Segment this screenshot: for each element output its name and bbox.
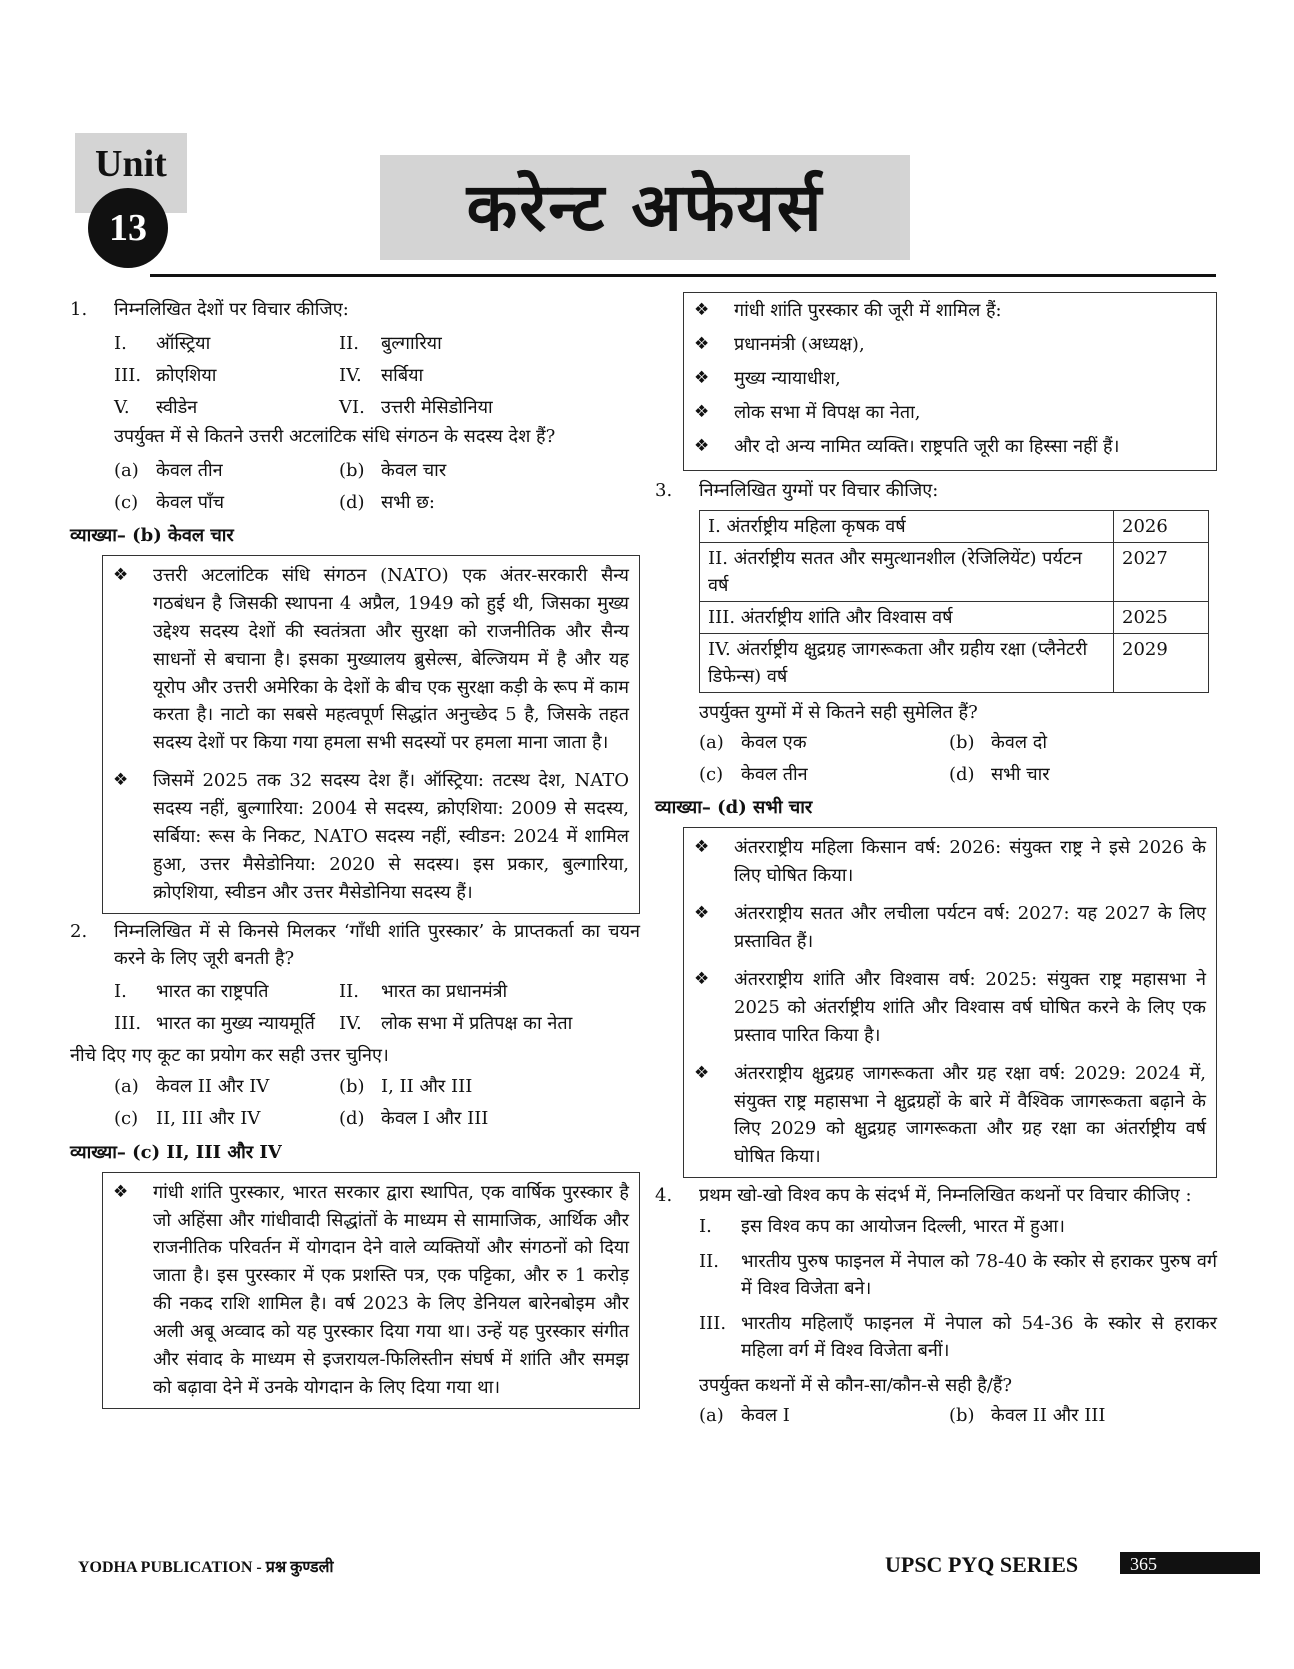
option-row: [114, 1103, 640, 1135]
option-text: केवल I और III: [381, 1108, 489, 1130]
explanation-box: [102, 1172, 640, 1409]
option-text: केवल एक: [741, 731, 807, 753]
jury-box: [683, 292, 1217, 471]
pair-year: 2025: [1114, 602, 1209, 634]
bullet-text: प्रधानमंत्री (अध्यक्ष),: [734, 333, 865, 355]
option-label: (a): [114, 1076, 139, 1098]
bullet-text: मुख्य न्यायाधीश,: [734, 367, 841, 389]
diamond-bullet-icon: ❖: [694, 837, 710, 858]
diamond-bullet-icon: ❖: [694, 300, 710, 320]
pair-text: IV. अंतर्राष्ट्रीय क्षुद्रग्रह जागरूकता और ग्रहीय रक्षा (प्लैनेटरी डिफेन्स) वर्ष: [700, 634, 1114, 693]
jury-bullet: [694, 399, 1206, 427]
question-3: [655, 477, 1217, 504]
statement: [655, 1248, 1217, 1302]
bullet-text: अंतरराष्ट्रीय महिला किसान वर्ष: 2026: संयुक्त राष्ट्र ने इसे 2026 के लिए घोषित किया।: [734, 837, 1206, 887]
left-column: [70, 296, 640, 1413]
chapter-title-box: [380, 155, 910, 260]
statement-text: इस विश्व कप का आयोजन दिल्ली, भारत में हुआ।: [741, 1216, 1065, 1238]
q4-question: उपर्युक्त कथनों में से कौन-सा/कौन-से सही है/हैं?: [699, 1375, 1013, 1397]
pairs-table: [699, 510, 1209, 693]
diamond-bullet-icon: ❖: [694, 401, 710, 422]
q2-items: [70, 976, 640, 1040]
option-label: (a): [699, 1404, 724, 1426]
item-label: II.: [339, 332, 359, 354]
diamond-bullet-icon: ❖: [694, 435, 710, 456]
option-label: (d): [339, 491, 365, 513]
option-row: [114, 486, 640, 518]
item-text: लोक सभा में प्रतिपक्ष का नेता: [381, 1013, 573, 1035]
explanation-heading: व्याख्या– (b) केवल चार: [70, 525, 234, 546]
explanation-bullet: [113, 767, 629, 906]
header-divider: [150, 274, 1216, 277]
list-item-row: [114, 391, 640, 423]
option-label: (c): [114, 491, 139, 513]
statement: [655, 1310, 1217, 1364]
option-text: केवल तीन: [741, 763, 808, 785]
item-label: VI.: [339, 396, 365, 418]
item-label: V.: [114, 396, 130, 418]
explanation-heading: व्याख्या– (c) II, III और IV: [70, 1141, 282, 1163]
option-text: केवल II और IV: [156, 1076, 270, 1098]
q3-question: उपर्युक्त युग्मों में से कितने सही सुमेलित हैं?: [699, 702, 978, 724]
option-text: II, III और IV: [156, 1108, 261, 1130]
statement-text: भारतीय महिलाएँ फाइनल में नेपाल को 54-36 के स्कोर से हराकर महिला वर्ग में विश्व विजेता बनीं।: [741, 1313, 1217, 1362]
bullet-text: उत्तरी अटलांटिक संधि संगठन (NATO) एक अंतर-सरकारी सैन्य गठबंधन है जिसकी स्थापना 4 अप्रैल, 1949 को हुई थी, जिसका मुख्य उद्देश्य सदस्य देशों की स्वतंत्रता और सुरक्षा को राजनीतिक और सैन्य साधनों से बचाना है। इसका मुख्यालय ब्रुसेल्स, बेल्जियम में है और यह यूरोप और उत्तरी अमेरिका के देशों के बीच एक सुरक्षा कड़ी के रूप में काम करता है। नाटो का सबसे महत्वपूर्ण सिद्धांत अनुच्छेद 5 है, जिसके तहत सदस्य देशों पर किया गया हमला सभी सदस्यों पर हमला माना जाता है।: [153, 565, 629, 754]
option-row: [699, 726, 1217, 758]
explanation-bullet: [694, 1060, 1206, 1172]
table-row: [700, 511, 1209, 543]
option-text: केवल दो: [991, 731, 1047, 753]
item-label: I.: [114, 332, 127, 354]
item-text: सर्बिया: [381, 364, 424, 386]
statement-text: भारतीय पुरुष फाइनल में नेपाल को 78-40 के स्कोर से हराकर पुरुष वर्ग में विश्व विजेता बने।: [741, 1251, 1217, 1300]
question-number: 3.: [655, 480, 673, 502]
question-number: 4.: [655, 1185, 673, 1207]
question-text: निम्नलिखित में से किनसे मिलकर ‘गाँधी शांति पुरस्कार’ के प्राप्तकर्ता का चयन करने के लिए जूरी बनती है?: [114, 920, 640, 969]
item-label: III.: [114, 364, 142, 386]
diamond-bullet-icon: ❖: [694, 903, 710, 924]
pair-text: III. अंतर्राष्ट्रीय शांति और विश्वास वर्ष: [700, 602, 1114, 634]
item-text: उत्तरी मेसिडोनिया: [381, 396, 493, 418]
option-row: [699, 1399, 1217, 1431]
item-text: ऑस्ट्रिया: [156, 332, 211, 354]
option-text: केवल तीन: [156, 459, 223, 481]
list-item-row: [114, 1008, 640, 1040]
option-text: केवल पाँच: [156, 491, 225, 513]
list-item-row: [114, 359, 640, 391]
footer-series: UPSC PYQ SERIES: [885, 1552, 1079, 1577]
item-text: भारत का मुख्य न्यायमूर्ति: [156, 1013, 315, 1035]
question-2: [70, 918, 640, 972]
option-label: (c): [114, 1108, 139, 1130]
explanation-bullet: [113, 1179, 629, 1402]
pair-text: I. अंतर्राष्ट्रीय महिला कृषक वर्ष: [700, 511, 1114, 543]
explanation-heading: व्याख्या– (d) सभी चार: [655, 797, 813, 819]
option-text: सभी चार: [991, 763, 1050, 785]
question-number: 2.: [70, 920, 88, 942]
explanation-box: [102, 555, 640, 914]
item-label: III.: [114, 1013, 142, 1035]
item-text: स्वीडेन: [156, 396, 198, 418]
pair-year: 2026: [1114, 511, 1209, 543]
option-label: (d): [339, 1108, 365, 1130]
diamond-bullet-icon: ❖: [113, 565, 129, 585]
pair-year: 2027: [1114, 543, 1209, 602]
statement: [655, 1213, 1217, 1240]
explanation-bullet: [694, 834, 1206, 890]
jury-bullet: [694, 297, 1206, 325]
option-text: केवल चार: [381, 459, 447, 481]
jury-bullet: [694, 331, 1206, 359]
table-row: [700, 602, 1209, 634]
chapter-title: करेन्ट अफेयर्स: [466, 169, 824, 246]
pair-text: II. अंतर्राष्ट्रीय सतत और समुत्थानशील (रेजिलियेंट) पर्यटन वर्ष: [700, 543, 1114, 602]
explanation-box: [683, 827, 1217, 1178]
question-text: प्रथम खो-खो विश्व कप के संदर्भ में, निम्नलिखित कथनों पर विचार कीजिए :: [699, 1185, 1192, 1207]
unit-label: Unit: [95, 143, 167, 185]
option-label: (b): [949, 731, 975, 753]
q2-instruction: नीचे दिए गए कूट का प्रयोग कर सही उत्तर चुनिए।: [70, 1044, 389, 1066]
option-label: (b): [339, 1076, 365, 1098]
option-label: (d): [949, 763, 975, 785]
question-text: निम्नलिखित देशों पर विचार कीजिए:: [114, 299, 349, 320]
bullet-text: गांधी शांति पुरस्कार, भारत सरकार द्वारा स्थापित, एक वार्षिक पुरस्कार है जो अहिंसा और गांधीवादी सिद्धांतों के माध्यम से सामाजिक, आर्थिक और राजनीतिक परिवर्तन में योगदान देने वाले व्यक्तियों और संगठनों को दिया जाता है। इस पुरस्कार में एक प्रशस्ति पत्र, एक पट्टिका, और रु 1 करोड़ की नकद राशि शामिल है। वर्ष 2023 के लिए डेनियल बारेनबोइम और अली अबू अव्वाद को यह पुरस्कार दिया गया था। उन्हें यह पुरस्कार संगीत और संवाद के माध्यम से इजरायल-फिलिस्तीन संघर्ष में शांति और समझ को बढ़ावा देने में उनके योगदान के लिए दिया गया था।: [153, 1181, 629, 1398]
explanation-bullet: [113, 562, 629, 757]
option-label: (c): [699, 763, 724, 785]
item-text: क्रोएशिया: [156, 364, 217, 386]
diamond-bullet-icon: ❖: [694, 333, 710, 354]
q1-items: [70, 327, 640, 423]
right-column: [655, 296, 1217, 1431]
option-text: केवल II और III: [991, 1404, 1106, 1426]
option-label: (a): [114, 459, 139, 481]
jury-bullet: [694, 433, 1206, 461]
diamond-bullet-icon: ❖: [113, 770, 129, 791]
option-label: (a): [699, 731, 724, 753]
item-text: भारत का प्रधानमंत्री: [381, 981, 508, 1003]
question-prompt: उपर्युक्त में से कितने उत्तरी अटलांटिक संधि संगठन के सदस्य देश हैं?: [114, 426, 556, 447]
q3-options: [655, 726, 1217, 790]
pair-year: 2029: [1114, 634, 1209, 693]
diamond-bullet-icon: ❖: [694, 1062, 710, 1083]
option-text: केवल I: [741, 1404, 790, 1426]
option-text: सभी छ:: [381, 491, 435, 513]
bullet-text: और दो अन्य नामित व्यक्ति। राष्ट्रपति जूरी का हिस्सा नहीं हैं।: [734, 435, 1120, 457]
question-number: 1.: [70, 299, 88, 320]
table-row: [700, 543, 1209, 602]
bullet-text: लोक सभा में विपक्ष का नेता,: [734, 401, 921, 423]
item-label: IV.: [339, 1013, 362, 1035]
list-item-row: [114, 976, 640, 1008]
bullet-text: गांधी शांति पुरस्कार की जूरी में शामिल हैं:: [734, 300, 1002, 321]
bullet-text: अंतरराष्ट्रीय शांति और विश्वास वर्ष: 2025: संयुक्त राष्ट्र महासभा ने 2025 को अंतर्राष्ट्रीय शांति और विश्वास वर्ष घोषित करने के लिए एक प्रस्ताव पारित किया है।: [734, 969, 1206, 1046]
unit-number: 13: [88, 188, 168, 268]
diamond-bullet-icon: ❖: [113, 1181, 129, 1202]
q4-options: [655, 1399, 1217, 1431]
option-text: I, II और III: [381, 1076, 473, 1098]
item-label: IV.: [339, 364, 362, 386]
diamond-bullet-icon: ❖: [694, 367, 710, 388]
option-row: [114, 1071, 640, 1103]
footer-publisher: YODHA PUBLICATION - प्रश्न कुण्डली: [78, 1559, 334, 1576]
explanation-bullet: [694, 966, 1206, 1050]
statement-label: III.: [699, 1313, 727, 1335]
question-1: [70, 296, 640, 323]
q1-question: [70, 423, 640, 450]
bullet-text: जिसमें 2025 तक 32 सदस्य देश हैं। ऑस्ट्रिया: तटस्थ देश, NATO सदस्य नहीं, बुल्गारिया: 2004 से सदस्य, क्रोएशिया: 2009 से सदस्य, सर्बिया: रूस के निकट, NATO सदस्य नहीं, स्वीडन: 2024 में शामिल हुआ, उत्तर मैसेडोनिया: 2020 से सदस्य। इस प्रकार, बुल्गारिया, क्रोएशिया, स्वीडन और उत्तर मैसेडोनिया सदस्य हैं।: [153, 770, 629, 903]
question-text: निम्नलिखित युग्मों पर विचार कीजिए:: [699, 480, 939, 502]
q1-options: [70, 454, 640, 518]
item-text: बुल्गारिया: [381, 332, 442, 354]
item-text: भारत का राष्ट्रपति: [156, 981, 269, 1003]
diamond-bullet-icon: ❖: [694, 969, 710, 990]
item-label: I.: [114, 981, 127, 1003]
option-row: [699, 758, 1217, 790]
item-label: II.: [339, 981, 359, 1003]
explanation-bullet: [694, 900, 1206, 956]
list-item-row: [114, 327, 640, 359]
jury-bullet: [694, 365, 1206, 393]
question-4: [655, 1182, 1217, 1209]
statement-label: II.: [699, 1251, 719, 1273]
table-row: [700, 634, 1209, 693]
bullet-text: अंतरराष्ट्रीय सतत और लचीला पर्यटन वर्ष: 2027: यह 2027 के लिए प्रस्तावित हैं।: [734, 903, 1206, 953]
option-row: [114, 454, 640, 486]
bullet-text: अंतरराष्ट्रीय क्षुद्रग्रह जागरूकता और ग्रह रक्षा वर्ष: 2029: 2024 में, संयुक्त राष्ट्र महासभा ने क्षुद्रग्रहों के बारे में वैश्विक जागरूकता बढ़ाने के लिए 2029 को क्षुद्रग्रह जागरूकता और ग्रह रक्षा का अंतर्राष्ट्रीय वर्ष घोषित किया।: [734, 1062, 1206, 1168]
page-number: 365: [1130, 1554, 1157, 1574]
q2-options: [70, 1071, 640, 1135]
option-label: (b): [339, 459, 365, 481]
option-label: (b): [949, 1404, 975, 1426]
statement-label: I.: [699, 1216, 712, 1238]
